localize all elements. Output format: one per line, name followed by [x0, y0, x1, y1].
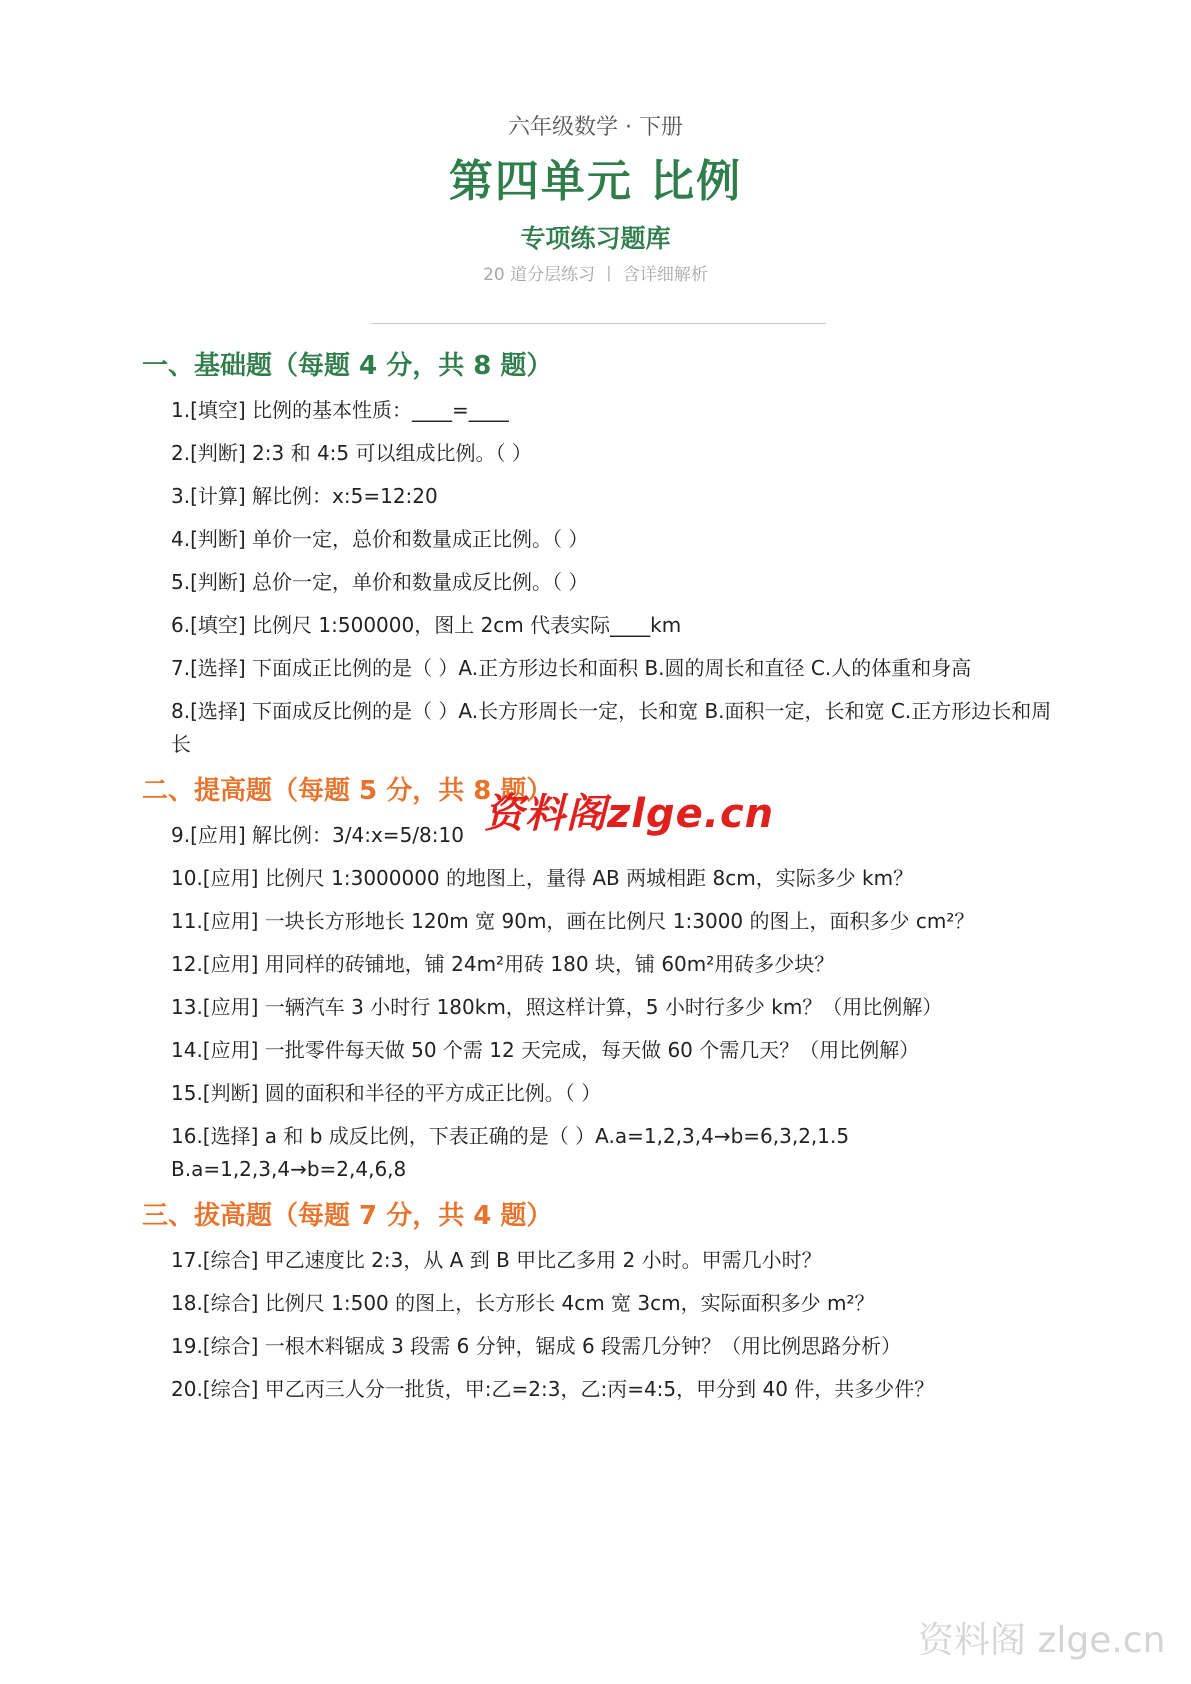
question-item: 8.[选择] 下面成反比例的是（ ）A.长方形周长一定，长和宽 B.面积一定，长和宽 C.正方形边长和周长: [171, 699, 1052, 756]
section-basic: [142, 348, 1062, 761]
question-item: 16.[选择] a 和 b 成反比例，下表正确的是（ ）A.a=1,2,3,4→b=6,3,2,1.5 B.a=1,2,3,4→b=2,4,6,8: [171, 1124, 850, 1181]
question-item: 4.[判断] 单价一定，总价和数量成正比例。（ ）: [171, 527, 589, 551]
question-item: 11.[应用] 一块长方形地长 120m 宽 90m，画在比例尺 1:3000 的图上，面积多少 cm²？: [171, 909, 975, 933]
watermark-corner: 资料阁 zlge.cn: [918, 1620, 1166, 1661]
page-meta: 20 道分层练习 丨 含详细解析: [483, 265, 708, 285]
section-challenge: [142, 1198, 1062, 1406]
header-divider: [371, 323, 826, 324]
question-item: 18.[综合] 比例尺 1:500 的图上，长方形长 4cm 宽 3cm，实际面积多少 m²？: [171, 1291, 875, 1315]
question-item: 3.[计算] 解比例：x:5=12:20: [171, 484, 438, 508]
question-item: 7.[选择] 下面成正比例的是（ ）A.正方形边长和面积 B.圆的周长和直径 C.人的体重和身高: [171, 656, 972, 680]
question-item: 10.[应用] 比例尺 1:3000000 的地图上，量得 AB 两城相距 8cm，实际多少 km？: [171, 866, 914, 890]
question-item: 19.[综合] 一根木料锯成 3 段需 6 分钟，锯成 6 段需几分钟？（用比例思路分析）: [171, 1334, 902, 1358]
page-title: 第四单元 比例: [448, 156, 743, 207]
question-item: 14.[应用] 一批零件每天做 50 个需 12 天完成，每天做 60 个需几天？（用比例解）: [171, 1038, 920, 1062]
question-item: 17.[综合] 甲乙速度比 2:3，从 A 到 B 甲比乙多用 2 小时。甲需几小时？: [171, 1248, 822, 1272]
question-item: 15.[判断] 圆的面积和半径的平方成正比例。（ ）: [171, 1081, 602, 1105]
document-header: [0, 112, 1191, 288]
question-item: 5.[判断] 总价一定，单价和数量成反比例。（ ）: [171, 570, 589, 594]
question-item: 1.[填空] 比例的基本性质：____=____: [171, 398, 509, 422]
page-subtitle: 专项练习题库: [520, 224, 671, 253]
question-item: 2.[判断] 2:3 和 4:5 可以组成比例。（ ）: [171, 441, 532, 465]
grade-label: 六年级数学 · 下册: [508, 115, 683, 140]
question-item: 13.[应用] 一辆汽车 3 小时行 180km，照这样计算，5 小时行多少 km？（用比例解）: [171, 995, 943, 1019]
section-title-challenge: 三、拔高题（每题 7 分，共 4 题）: [142, 1201, 553, 1231]
section-title-advanced: 二、提高题（每题 5 分，共 8 题）: [142, 776, 553, 806]
question-item: 9.[应用] 解比例：3/4:x=5/8:10: [171, 823, 464, 847]
question-item: 12.[应用] 用同样的砖铺地，铺 24m²用砖 180 块，铺 60m²用砖多少块？: [171, 952, 835, 976]
question-content: [142, 348, 1062, 1418]
watermark-center: 资料阁zlge.cn: [484, 791, 775, 837]
question-item: 20.[综合] 甲乙丙三人分一批货，甲:乙=2:3，乙:丙=4:5，甲分到 40 件，共多少件？: [171, 1377, 935, 1401]
section-title-basic: 一、基础题（每题 4 分，共 8 题）: [142, 351, 553, 381]
question-item: 6.[填空] 比例尺 1:500000，图上 2cm 代表实际____km: [171, 613, 682, 637]
